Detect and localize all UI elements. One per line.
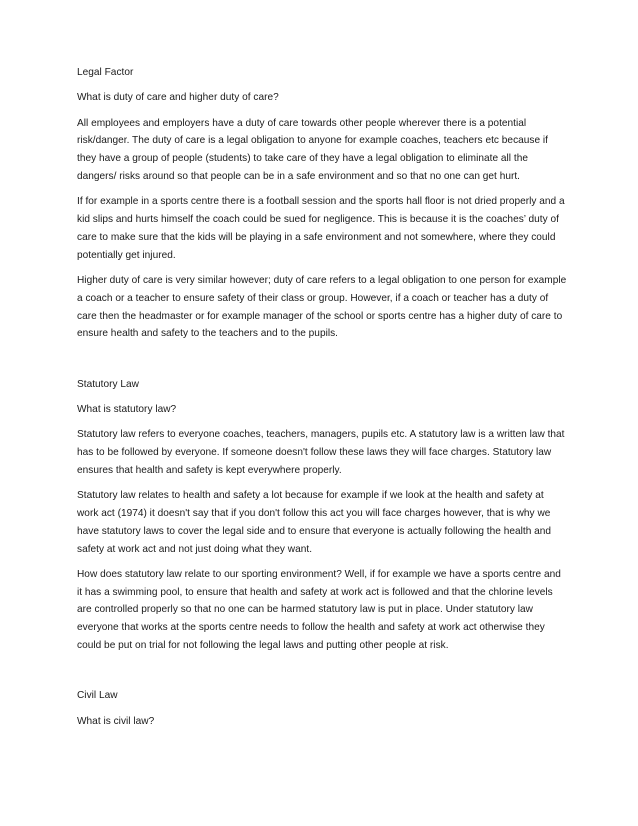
body-paragraph: Higher duty of care is very similar however; duty of care refers to a legal obligation to one person for example a coach or a teacher to ensure safety of their class or group. However, if a coach or teacher has a duty of care then the headmaster or for example manager of the school or sports centre has a higher duty of care to ensure health and safety to the teachers and to the pupils.	[77, 274, 567, 340]
section-civil-law	[77, 687, 567, 730]
section-question: What is duty of care and higher duty of care?	[77, 92, 279, 104]
body-paragraph: Statutory law relates to health and safety a lot because for example if we look at the health and safety at work act (1974) it doesn't say that if you don't follow this act you will face charges however, that is why we have statutory laws to cover the legal side and to ensure that everyone is actually following the health and safety at work act and not just doing what they want.	[77, 490, 552, 555]
document-page	[77, 64, 567, 738]
section-legal-factor	[77, 64, 567, 343]
section-statutory-law	[77, 376, 567, 655]
body-paragraph: Statutory law refers to everyone coaches, teachers, managers, pupils etc. A statutory law is a written law that has to be followed by everyone. If someone doesn't follow these laws they will face charges. Statutory law ensures that health and safety is kept everywhere properly.	[77, 429, 565, 476]
section-question: What is civil law?	[77, 715, 155, 727]
section-spacer	[77, 351, 567, 376]
body-paragraph: All employees and employers have a duty of care towards other people wherever there is a potential risk/danger. The duty of care is a legal obligation to anyone for example coaches, teachers etc because if they have a group of people (students) to take care of they have a legal obligation to eliminate all the dangers/ risks around so that people can be in a safe environment and so that no one can get hurt.	[77, 117, 549, 182]
section-heading: Civil Law	[77, 690, 118, 702]
section-heading: Statutory Law	[77, 378, 139, 390]
body-paragraph: How does statutory law relate to our sporting environment? Well, if for example we have a sports centre and it has a swimming pool, to ensure that health and safety at work act is followed and that the chlorine levels are controlled properly so that no one can be harmed statutory law is put in place. Under statutory law everyone that works at the sports centre needs to follow the health and safety at work act otherwise they could be put on trial for not following the legal laws and putting other people at risk.	[77, 568, 561, 652]
section-spacer	[77, 662, 567, 687]
section-question: What is statutory law?	[77, 403, 177, 415]
section-heading: Legal Factor	[77, 67, 134, 78]
body-paragraph: If for example in a sports centre there is a football session and the sports hall floor is not dried properly and a kid slips and hurts himself the coach could be sued for negligence. This is because it is the coaches’ duty of care to make sure that the kids will be playing in a safe environment and not somewhere, where they could potentially get injured.	[77, 196, 565, 261]
